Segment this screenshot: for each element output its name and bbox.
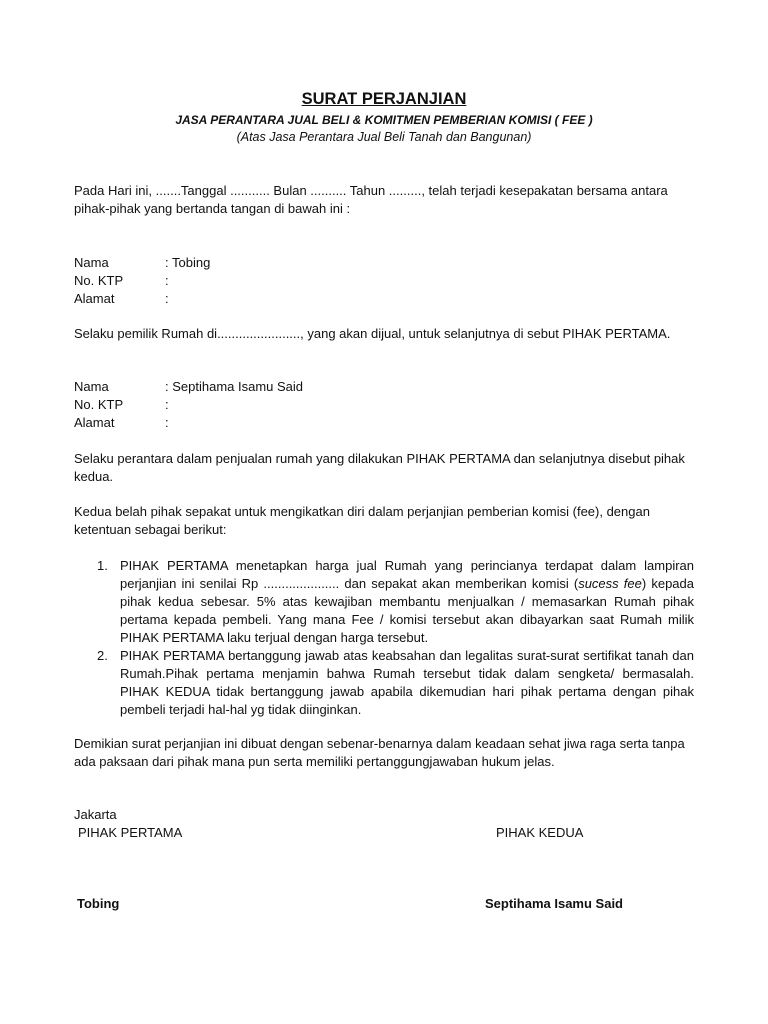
term-item [74, 647, 694, 719]
party2-name-label: Nama [74, 379, 109, 394]
term-number: 1. [97, 558, 108, 573]
term-item [74, 557, 694, 647]
intro-paragraph: Pada Hari ini, .......Tanggal ........... Bulan .......... Tahun ........., telah terjadi kesepakatan bersama antara pihak-pihak yang bertanda tangan di bawah ini : [74, 183, 668, 216]
party2-name-row [74, 378, 694, 396]
party2-name-value: : Septihama Isamu Said [165, 379, 304, 394]
term-emphasis: sucess fee [578, 576, 642, 591]
party2-address-label: Alamat [74, 415, 115, 430]
party1-details [74, 254, 694, 308]
first-party-label: PIHAK PERTAMA [78, 825, 183, 840]
party2-address-row [74, 414, 694, 432]
closing-paragraph: Demikian surat perjanjian ini dibuat dengan sebenar-benarnya dalam keadaan sehat jiwa raga serta tanpa ada paksaan dari pihak mana pun serta memiliki pertanggungjawaban hukum jelas. [74, 736, 685, 769]
second-party-signatory: Septihama Isamu Said [485, 896, 623, 911]
party1-address-label: Alamat [74, 291, 115, 306]
term-text: PIHAK PERTAMA menetapkan harga jual Rumah yang perincianya terdapat dalam lampiran perjanjian ini senilai Rp ..................... dan sepakat akan memberikan komisi ( [120, 558, 694, 591]
document-note: (Atas Jasa Perantara Jual Beli Tanah dan Bangunan) [236, 130, 532, 144]
agreement-paragraph: Kedua belah pihak sepakat untuk mengikatkan diri dalam perjanjian pemberian komisi (fee), dengan ketentuan sebagai berikut: [74, 504, 650, 537]
party1-name-label: Nama [74, 255, 109, 270]
party1-ktp-row [74, 272, 694, 290]
terms-list [74, 557, 694, 719]
second-party-label: PIHAK KEDUA [496, 825, 584, 840]
document-title: SURAT PERJANJIAN [301, 90, 467, 108]
first-party-signatory: Tobing [77, 896, 120, 911]
party1-name-row [74, 254, 694, 272]
party2-ktp-row [74, 396, 694, 414]
signature-city: Jakarta [74, 807, 117, 822]
party1-address-row [74, 290, 694, 308]
party1-ktp-label: No. KTP [74, 273, 124, 288]
party2-description: Selaku perantara dalam penjualan rumah yang dilakukan PIHAK PERTAMA dan selanjutnya disebut pihak kedua. [74, 451, 685, 484]
party1-description: Selaku pemilik Rumah di......................., yang akan dijual, untuk selanjutnya di sebut PIHAK PERTAMA. [74, 326, 671, 341]
term-text-continued: ) kepada pihak kedua sebesar. 5% atas kewajiban membantu menjualkan / memasarkan Rumah pihak pertama kepada pembeli. Yang mana Fee / komisi tersebut akan dibayarkan saat Rumah milik PIHAK PERTAMA laku terjual dengan harga tersebut. [120, 576, 694, 645]
document-subtitle: JASA PERANTARA JUAL BELI & KOMITMEN PEMBERIAN KOMISI ( FEE ) [175, 113, 593, 127]
party2-address-value: : [165, 415, 169, 430]
term-number: 2. [97, 648, 108, 663]
term-text: PIHAK PERTAMA bertanggung jawab atas keabsahan dan legalitas surat-surat sertifikat tanah dan Rumah.Pihak pertama menjamin bahwa Rumah tersebut tidak dalam sengketa/ bermasalah. PIHAK KEDUA tidak bertanggung jawab apabila dikemudian hari pihak pertama dengan pihak pembeli terjadi hal-hal yg tidak diinginkan. [120, 648, 694, 717]
party2-ktp-label: No. KTP [74, 397, 124, 412]
party1-ktp-value: : [165, 273, 169, 288]
party1-address-value: : [165, 291, 169, 306]
party2-ktp-value: : [165, 397, 169, 412]
party2-details [74, 378, 694, 432]
party1-name-value: : Tobing [165, 255, 211, 270]
